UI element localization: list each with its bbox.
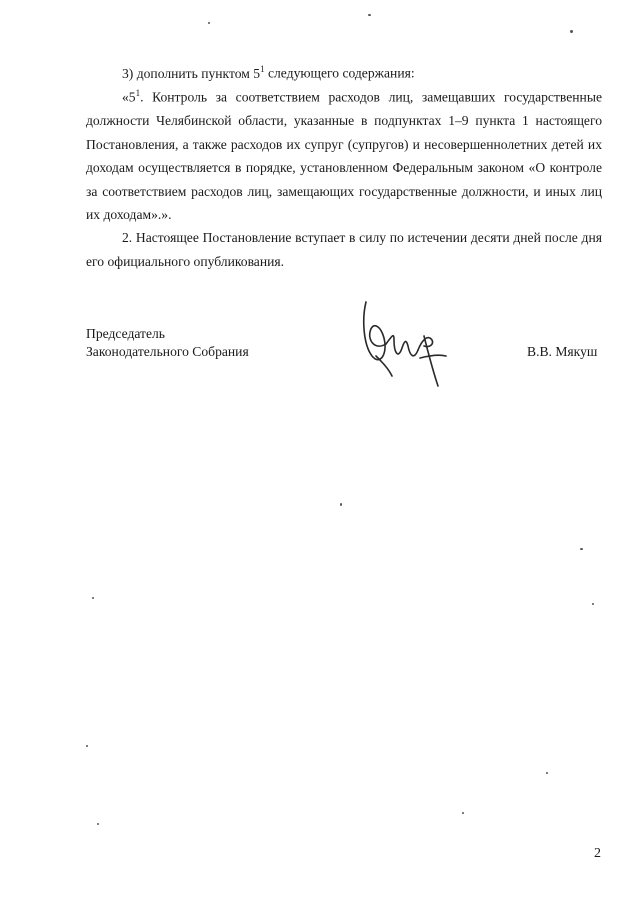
item-5-1-paragraph	[86, 82, 602, 227]
scan-speck	[97, 823, 99, 825]
page-number: 2	[594, 846, 601, 861]
signatory-title-line-2: Законодательного Собрания	[86, 344, 249, 359]
item-5-1-text: . Контроль за соответствием расходов лиц, замещавших государственные должности Челябинской области, указанные в подпунктах 1–9 пункта 1 настоящего Постановления, а также расходов их супруг (супругов) и несовершеннолетних детей их доходам осуществляется в порядке, установленном Федеральным законом «О контроле за соответствием расходов лиц, замещающих государственные должности, и иных лиц их доходам».».	[86, 89, 602, 223]
signatory-name: В.В. Мякуш	[527, 344, 598, 359]
scan-speck	[592, 603, 594, 605]
item-3-text: 3) дополнить пунктом 5	[122, 65, 261, 81]
item-2-text: 2. Настоящее Постановление вступает в силу по истечении десяти дней после дня его официального опубликования.	[86, 230, 602, 269]
scan-speck	[340, 503, 342, 506]
item-2-paragraph	[86, 226, 602, 273]
handwritten-signature	[358, 296, 454, 392]
scan-speck	[580, 548, 583, 550]
scan-speck	[208, 22, 210, 24]
item-5-1-open: «5	[122, 89, 136, 105]
scan-speck	[86, 745, 88, 747]
item-3-tail: следующего содержания:	[264, 65, 415, 81]
scan-speck	[570, 30, 573, 33]
scan-speck	[368, 14, 371, 16]
item-3-heading	[86, 58, 602, 85]
scan-speck	[92, 597, 94, 599]
item-3-superscript: 1	[260, 64, 265, 74]
scan-speck	[546, 772, 548, 774]
signatory-title-line-1: Председатель	[86, 326, 165, 341]
item-5-1-superscript: 1	[135, 88, 141, 98]
scan-speck	[462, 812, 464, 814]
